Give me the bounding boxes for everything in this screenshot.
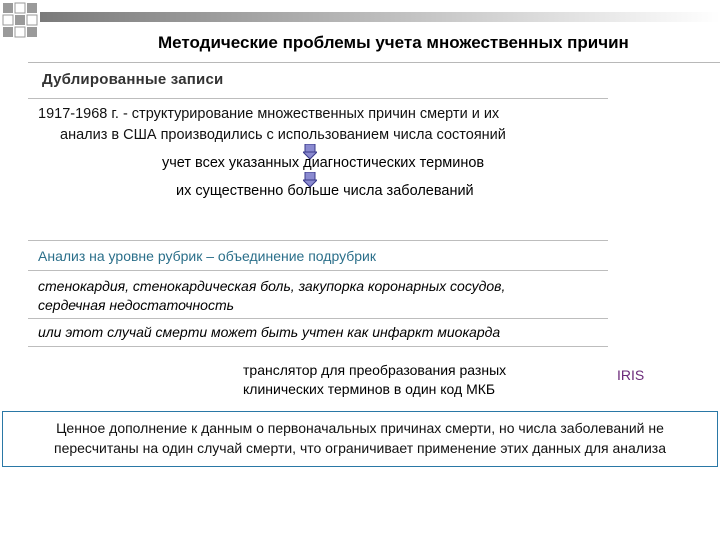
conclusion-line-2: пересчитаны на один случай смерти, что ограничивает применение этих данных для анализа xyxy=(53,440,666,456)
example-line-2: сердечная недостаточность xyxy=(38,297,234,313)
history-line-2: анализ в США производились с использованием числа состояний xyxy=(60,127,506,143)
alternative-divider xyxy=(28,346,608,347)
analysis-heading: Анализ на уровне рубрик – объединение подрубрик xyxy=(38,248,376,264)
step-diagnostic-terms: учет всех указанных диагностических терминов xyxy=(162,155,485,171)
translator-note xyxy=(243,361,506,399)
step-more-than-diseases: их существенно больше числа заболеваний xyxy=(176,183,474,199)
subtitle-divider xyxy=(28,98,608,99)
example-terms xyxy=(38,277,505,315)
section-subtitle: Дублированные записи xyxy=(42,71,224,88)
alternative-note: или этот случай смерти может быть учтен как инфаркт миокарда xyxy=(38,324,501,340)
slide-title: Методические проблемы учета множественных причин xyxy=(158,33,629,52)
iris-label: IRIS xyxy=(617,367,645,383)
conclusion-line-1: Ценное дополнение к данным о первоначальных причинах смерти, но числа заболеваний не xyxy=(56,420,664,436)
translator-line-1: транслятор для преобразования разных xyxy=(243,362,507,378)
title-divider xyxy=(28,62,720,63)
history-line-1: 1917-1968 г. - структурирование множественных причин смерти и их xyxy=(38,106,500,122)
example-divider xyxy=(28,318,608,319)
history-paragraph xyxy=(38,104,506,146)
translator-line-2: клинических терминов в один код МКБ xyxy=(243,381,496,397)
analysis-divider xyxy=(28,270,608,271)
conclusion-box xyxy=(2,411,718,467)
section-divider xyxy=(28,240,608,241)
example-line-1: стенокардия, стенокардическая боль, закупорка коронарных сосудов, xyxy=(38,278,506,294)
